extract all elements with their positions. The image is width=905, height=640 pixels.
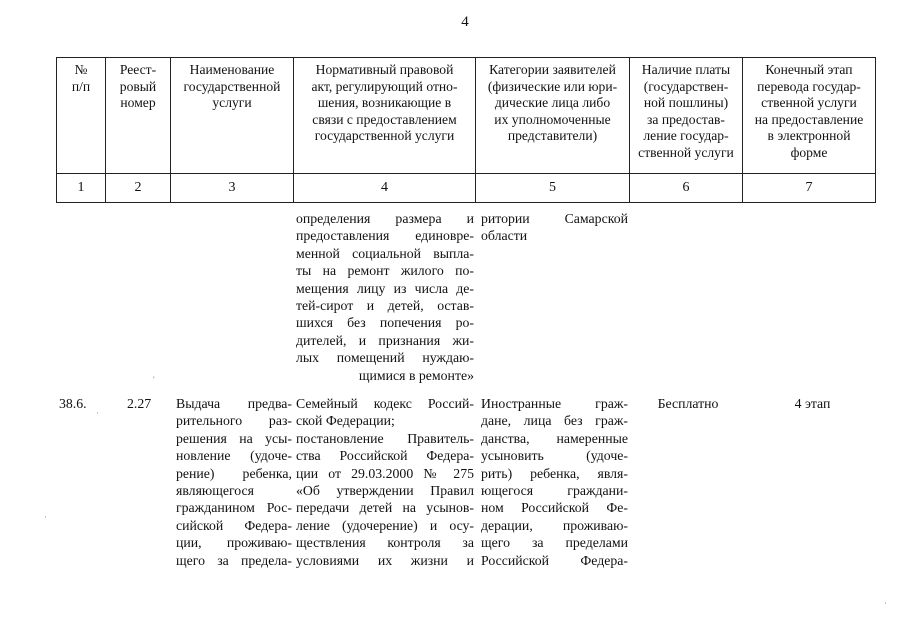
text-line: менной социальной выпла- — [296, 245, 474, 261]
header-col-registry: Реест- ровый номер — [106, 58, 171, 174]
header-number-4: 4 — [294, 174, 476, 203]
text-line: Выдача предва- — [176, 396, 292, 411]
row-fee: Бесплатно — [657, 396, 719, 411]
text-line: «Об утверждении Правил — [296, 482, 474, 498]
scan-speck: · — [884, 598, 887, 608]
text-line: Российской Федера- — [481, 552, 628, 568]
text-line: ства Российской Федера- — [296, 448, 474, 464]
header-number-3: 3 — [171, 174, 294, 203]
text-line: лых помещений нуждаю- — [296, 350, 474, 366]
text-line: являющегося — [176, 482, 254, 498]
continuation-legal-act — [296, 210, 474, 384]
text-line: дителей, и признания жи- — [296, 332, 474, 348]
header-col-number: № п/п — [57, 58, 106, 174]
text-line: Семейный кодекс Россий- — [296, 396, 474, 411]
text-line: щимися в ремонте» — [358, 367, 474, 383]
page-number: 4 — [461, 14, 469, 30]
text-line: Иностранные граж- — [481, 396, 628, 411]
header-col-applicants: Категории заявителей (физические или юри- дические лица либо их уполномоченные представители) — [476, 58, 630, 174]
header-col-fee: Наличие платы (государствен- ной пошлины) за предостав- ление государ- ственной услуги — [630, 58, 743, 174]
text-line: рить) ребенка, явля- — [481, 465, 628, 481]
text-line: определения размера и — [296, 211, 474, 226]
text-line: щего за пределами — [481, 535, 628, 551]
text-line: передачи детей на усынов- — [296, 500, 474, 516]
row-service-name — [176, 395, 292, 569]
row-legal-act — [296, 395, 474, 569]
text-line: условиями их жизни и — [296, 552, 474, 568]
text-line: ющегося граждани- — [481, 482, 628, 498]
row-number: 38.6. — [59, 396, 87, 411]
text-line: гражданином Рос- — [176, 500, 292, 516]
scan-speck: · — [44, 512, 47, 522]
text-line: предоставления единовре- — [296, 228, 474, 244]
text-line: ном Российской Фе- — [481, 500, 628, 516]
row-applicants — [481, 395, 628, 569]
text-line: ритории Самарской — [481, 211, 628, 226]
text-line: сийской Федера- — [176, 517, 292, 533]
header-number-2: 2 — [106, 174, 171, 203]
header-col-stage: Конечный этап перевода государ- ственной услуги на предоставление в электронной форме — [743, 58, 876, 174]
text-line: ты на ремонт жилого по- — [296, 263, 474, 279]
scan-speck: ' — [153, 375, 155, 385]
header-table — [56, 57, 876, 203]
text-line: рительного раз- — [176, 413, 292, 429]
text-line: тей-сирот и детей, остав- — [296, 297, 474, 313]
text-line: дерации, проживаю- — [481, 517, 628, 533]
text-line: ление (удочерение) и осу- — [296, 517, 474, 533]
row-registry: 2.27 — [127, 396, 152, 411]
text-line: усыновить (удоче- — [481, 448, 628, 464]
header-number-1: 1 — [57, 174, 106, 203]
header-number-5: 5 — [476, 174, 630, 203]
row-stage: 4 этап — [794, 396, 831, 411]
text-line: шихся без попечения ро- — [296, 315, 474, 331]
header-number-6: 6 — [630, 174, 743, 203]
header-col-legal-act: Нормативный правовой акт, регулирующий отно- шения, возникающие в связи с предоставлением государственной услуги — [294, 58, 476, 174]
text-line: ществления контроля за — [296, 535, 474, 551]
text-line: новление (удоче- — [176, 448, 292, 464]
text-line: дане, лица без граж- — [481, 413, 628, 429]
continuation-applicants — [481, 210, 628, 245]
header-col-service-name: Наименование государственной услуги — [171, 58, 294, 174]
text-line: рение) ребенка, — [176, 465, 292, 481]
scan-speck: · — [96, 408, 99, 418]
text-line: данства, намеренные — [481, 430, 628, 446]
text-line: ской Федерации; — [296, 413, 395, 429]
text-line: щего за предела- — [176, 552, 292, 568]
text-line: ции, проживаю- — [176, 535, 292, 551]
header-number-7: 7 — [743, 174, 876, 203]
text-line: постановление Правитель- — [296, 430, 474, 446]
text-line: решения на усы- — [176, 430, 292, 446]
text-line: мещения лицу из числа де- — [296, 280, 474, 296]
text-line: области — [481, 228, 528, 244]
text-line: ции от 29.03.2000 № 275 — [296, 465, 474, 481]
